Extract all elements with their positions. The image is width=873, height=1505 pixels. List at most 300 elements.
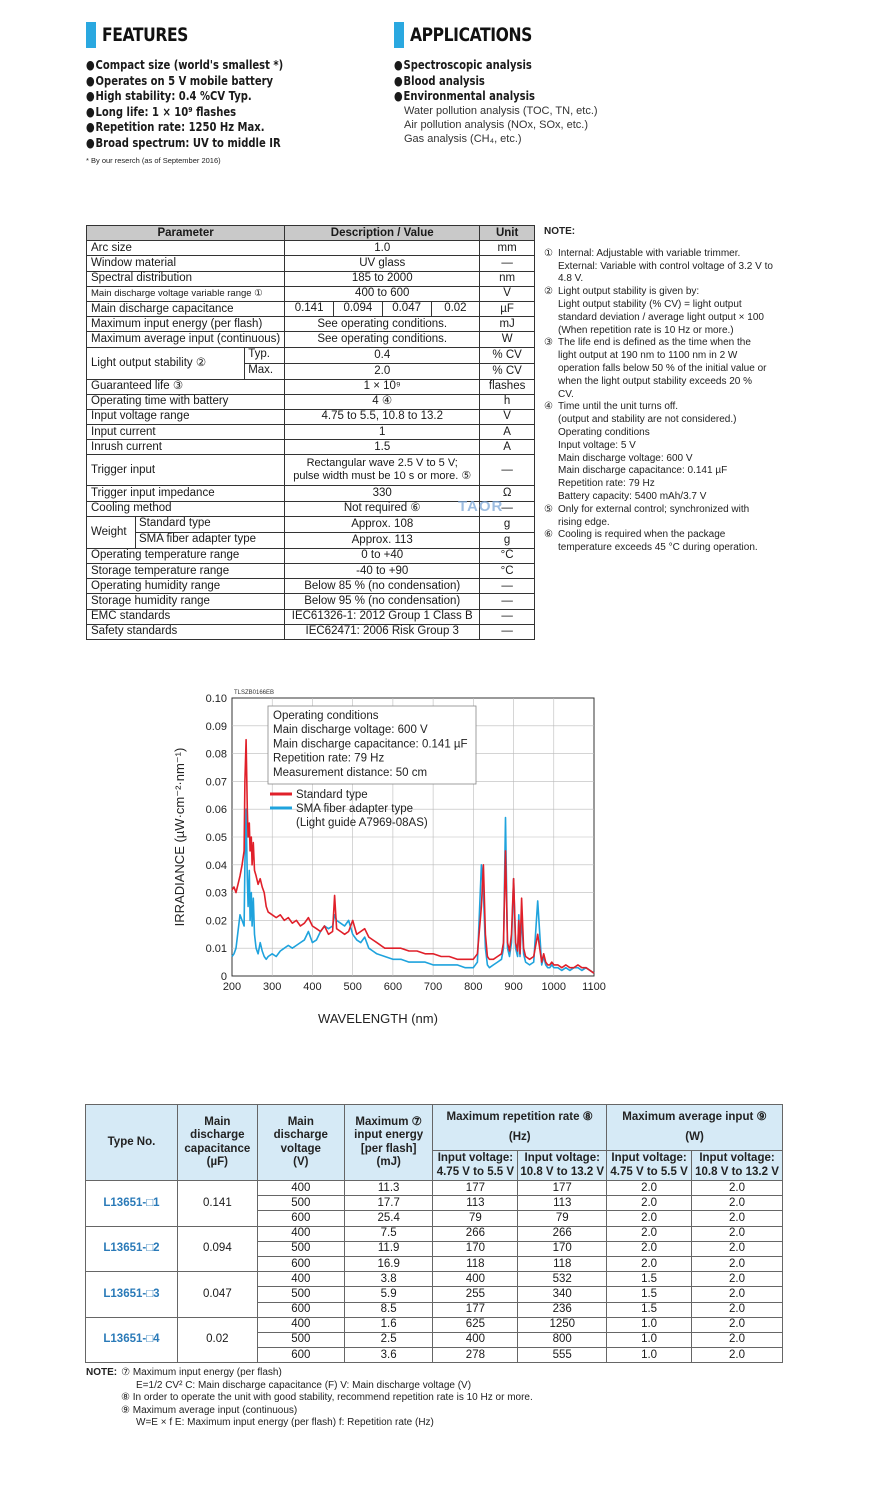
spec-row: [87, 271, 535, 286]
table-cell: 1.0: [607, 1348, 692, 1363]
spec-param: Maximum average input (continuous): [87, 332, 285, 347]
header-input-high: [518, 1151, 607, 1181]
spec-value: 4 ④: [285, 394, 480, 409]
features-list: [86, 57, 333, 150]
type-table-row: [86, 1317, 783, 1332]
spec-value: Not required ⑥: [285, 501, 480, 516]
note-line: Cooling is required when the package: [558, 529, 726, 541]
bottom-note-line: W=E × f E: Maximum input energy (per flash) f: Repetition rate (Hz): [136, 1417, 434, 1428]
note-line: Operating conditions: [558, 426, 650, 438]
y-tick-label: 0.05: [205, 832, 227, 844]
applications-heading: [394, 22, 559, 48]
note-2: [544, 286, 794, 337]
table-cell: 2.0: [692, 1181, 783, 1196]
spec-unit: °C: [480, 564, 535, 579]
spec-header-value: Description / Value: [285, 226, 480, 241]
capacitance-value: 0.141: [177, 1181, 257, 1227]
header-line: (W): [685, 1130, 704, 1143]
y-tick-label: 0.01: [205, 943, 227, 956]
note-line: standard deviation / average light output × 100: [558, 311, 764, 323]
spec-row: [87, 286, 535, 301]
note-line: temperature exceeds 45 °C during operation.: [558, 542, 758, 554]
applications-list: [394, 57, 570, 104]
table-cell: 2.0: [692, 1241, 783, 1256]
spec-param: Arc size: [87, 241, 285, 256]
type-number: L13651-□2: [86, 1226, 178, 1272]
note-line: light output at 190 nm to 1100 nm in 2 W: [558, 350, 738, 362]
table-cell: 170: [518, 1241, 607, 1256]
table-cell: 1.0: [607, 1317, 692, 1332]
table-cell: 1250: [518, 1317, 607, 1332]
spec-value: See operating conditions.: [285, 332, 480, 347]
watermark-logo: TAOR: [458, 498, 504, 515]
table-cell: 400: [257, 1272, 344, 1287]
spec-value: 4.75 to 5.5, 10.8 to 13.2: [285, 409, 480, 424]
spec-value: 0.047: [382, 302, 431, 316]
spec-unit: —: [480, 594, 535, 609]
table-cell: 3.8: [344, 1272, 433, 1287]
legend-sma-label: SMA fiber adapter type: [296, 803, 413, 815]
note-line: The life end is defined as the time when the: [558, 337, 751, 349]
x-axis-label: WAVELENGTH (nm): [318, 1011, 438, 1026]
spec-unit: g: [480, 516, 535, 532]
table-cell: 2.0: [607, 1181, 692, 1196]
spec-row: [87, 301, 535, 316]
spec-value: 0 to +40: [285, 548, 480, 563]
capacitance-value: 0.094: [177, 1226, 257, 1272]
spec-unit: nm: [480, 271, 535, 286]
spec-value: Approx. 108: [285, 516, 480, 532]
header-line: (mJ): [376, 1156, 401, 1168]
table-cell: 555: [518, 1348, 607, 1363]
spec-value: See operating conditions.: [285, 317, 480, 332]
note-line: (When repetition rate is 10 Hz or more.): [558, 324, 734, 336]
spec-unit: Ω: [480, 486, 535, 501]
y-tick-label: 0.02: [205, 915, 227, 928]
header-input-low: [607, 1151, 692, 1181]
note-number: ⑤: [544, 503, 553, 515]
spec-param: Trigger input: [87, 455, 285, 486]
spec-value: Below 85 % (no condensation): [285, 579, 480, 594]
spec-param-group: [87, 516, 285, 548]
header-voltage: [257, 1105, 344, 1181]
table-cell: 1.5: [607, 1302, 692, 1317]
note-line: Time until the unit turns off.: [558, 401, 679, 413]
table-cell: 600: [257, 1348, 344, 1363]
table-cell: 278: [433, 1348, 518, 1363]
table-cell: 7.5: [344, 1226, 433, 1241]
application-item: ● Environmental analysis: [394, 88, 535, 104]
note-line: 4.8 V.: [558, 273, 584, 285]
note-number: ⑥: [544, 529, 553, 541]
spec-subparam: Standard type: [136, 517, 284, 533]
spec-row: [87, 332, 535, 347]
spec-param: Input current: [87, 425, 285, 440]
spec-param: Window material: [87, 256, 285, 271]
spec-value: 1: [285, 425, 480, 440]
table-cell: 500: [257, 1241, 344, 1256]
note-number: ④: [544, 401, 553, 413]
header-line: Input voltage:: [437, 1152, 514, 1164]
spec-unit: —: [480, 455, 535, 486]
table-cell: 500: [257, 1196, 344, 1211]
spec-param: Trigger input impedance: [87, 486, 285, 501]
spec-subparam: Typ.: [245, 348, 284, 364]
header-average-input: [607, 1105, 783, 1151]
bottom-note-line: ⑧ In order to operate the unit with good stability, recommend repetition rate is 10 Hz or more.: [121, 1392, 533, 1403]
table-cell: 16.9: [344, 1256, 433, 1271]
spec-value: 185 to 2000: [285, 271, 480, 286]
table-cell: 532: [518, 1272, 607, 1287]
y-tick-label: 0.10: [205, 693, 227, 705]
table-cell: 400: [433, 1332, 518, 1347]
table-cell: 1.0: [607, 1332, 692, 1347]
note-line: Light output stability is given by:: [558, 286, 700, 298]
spec-param: Guaranteed life ③: [87, 379, 285, 394]
table-cell: 118: [433, 1256, 518, 1271]
spec-param: Safety standards: [87, 624, 285, 639]
note-number: ①: [544, 247, 553, 259]
chart-code: TLSZB0166EB: [234, 690, 275, 696]
table-cell: 266: [433, 1226, 518, 1241]
type-table-body: [86, 1181, 783, 1363]
table-cell: 340: [518, 1287, 607, 1302]
spec-param: Operating time with battery: [87, 394, 285, 409]
spec-value-group: [285, 301, 480, 316]
features-heading: [86, 22, 207, 48]
type-table-row: [86, 1181, 783, 1196]
header-line: 4.75 V to 5.5 V: [610, 1165, 688, 1178]
type-number-table: [85, 1104, 783, 1363]
note-line: Battery capacity: 5400 mAh/3.7 V: [558, 490, 707, 502]
spec-row: [87, 394, 535, 409]
y-tick-label: 0.08: [205, 748, 227, 761]
table-cell: 11.3: [344, 1181, 433, 1196]
spec-param: Spectral distribution: [87, 271, 285, 286]
features-footnote: * By our reserch (as of September 2016): [86, 156, 221, 165]
y-tick-label: 0.04: [205, 859, 227, 872]
spec-unit: —: [480, 609, 535, 624]
table-cell: 2.0: [607, 1226, 692, 1241]
header-line: 10.8 V to 13.2 V: [695, 1165, 779, 1178]
header-line: input energy: [354, 1129, 424, 1141]
spec-row: [87, 241, 535, 256]
spec-unit: mm: [480, 241, 535, 256]
spec-unit: g: [480, 532, 535, 548]
application-item: ● Spectroscopic analysis: [394, 57, 535, 73]
table-cell: 2.0: [607, 1196, 692, 1211]
condition-line: Operating conditions: [273, 710, 379, 722]
table-cell: 500: [257, 1332, 344, 1347]
spec-unit: —: [480, 624, 535, 639]
type-table-notes: [86, 1367, 533, 1430]
table-cell: 400: [257, 1181, 344, 1196]
type-table-header-row: [86, 1105, 783, 1151]
header-capacitance: [177, 1105, 257, 1181]
spec-row: [87, 455, 535, 486]
spec-value: 1.5: [285, 440, 480, 455]
note-line: Internal: Adjustable with variable trimmer.: [558, 247, 741, 259]
note-1: [544, 248, 794, 286]
spec-param: Operating temperature range: [87, 548, 285, 563]
spec-param-group: [87, 347, 285, 379]
spec-param: Cooling method: [87, 501, 285, 516]
spec-unit: flashes: [480, 379, 535, 394]
spec-param: Storage temperature range: [87, 564, 285, 579]
table-cell: 400: [257, 1226, 344, 1241]
table-cell: 8.5: [344, 1302, 433, 1317]
y-tick-label: 0.09: [205, 720, 227, 733]
table-cell: 800: [518, 1332, 607, 1347]
spec-param: EMC standards: [87, 609, 285, 624]
note-line: External: Variable with control voltage of 3.2 V to: [558, 260, 773, 272]
spec-subparam: Max.: [248, 363, 274, 376]
bottom-note-line: ⑦ Maximum input energy (per flash): [121, 1367, 282, 1378]
table-cell: 236: [518, 1302, 607, 1317]
spec-value: Below 95 % (no condensation): [285, 594, 480, 609]
header-input-high: [692, 1151, 783, 1181]
condition-line: Repetition rate: 79 Hz: [273, 752, 385, 765]
spec-row: [87, 564, 535, 579]
spec-param: Inrush current: [87, 440, 285, 455]
spec-unit: —: [480, 256, 535, 271]
bottom-note-line: ⑨ Maximum average input (continuous): [121, 1404, 298, 1416]
table-cell: 177: [518, 1181, 607, 1196]
spec-value: pulse width must be 10 s or more. ⑤: [293, 470, 472, 483]
spec-unit: mJ: [480, 317, 535, 332]
table-cell: 79: [518, 1211, 607, 1226]
spec-value: 0.02: [431, 302, 480, 316]
bottom-notes-label: NOTE:: [86, 1367, 118, 1378]
spec-row: [87, 409, 535, 424]
note-line: Repetition rate: 79 Hz: [558, 478, 655, 490]
header-line: (Hz): [508, 1130, 531, 1143]
header-line: discharge: [273, 1129, 328, 1141]
table-cell: 79: [433, 1211, 518, 1226]
header-line: Maximum ⑦: [355, 1115, 422, 1128]
table-cell: 2.0: [692, 1287, 783, 1302]
feature-item: ● Long life: 1 × 10⁹ flashes: [86, 104, 283, 120]
spec-row: [87, 548, 535, 563]
note-line: when the light output stability exceeds 20 %: [558, 375, 753, 387]
note-number: ②: [544, 286, 553, 298]
feature-item: ● Broad spectrum: UV to middle IR: [86, 135, 283, 151]
condition-line: Main discharge capacitance: 0.141 µF: [273, 738, 468, 751]
header-line: Input voltage:: [699, 1152, 775, 1164]
spec-unit: A: [480, 425, 535, 440]
spec-header-unit: Unit: [480, 226, 535, 241]
table-cell: 2.0: [692, 1211, 783, 1226]
header-line: Input voltage:: [524, 1152, 600, 1164]
table-cell: 600: [257, 1256, 344, 1271]
spec-unit: % CV: [480, 347, 535, 363]
legend-standard-label: Standard type: [296, 789, 368, 801]
spec-row: [87, 440, 535, 455]
bottom-note-line: E=1/2 CV² C: Main discharge capacitance (F) V: Main discharge voltage (V): [136, 1379, 472, 1391]
type-table-row: [86, 1272, 783, 1287]
spec-row: [87, 425, 535, 440]
table-cell: 177: [433, 1181, 518, 1196]
header-repetition-rate: [433, 1105, 607, 1151]
header-line: capacitance: [184, 1142, 251, 1155]
feature-item: ● High stability: 0.4 %CV Typ.: [86, 88, 283, 104]
spec-value: 1 × 10⁹: [285, 379, 480, 394]
applications-subitems: [404, 104, 598, 146]
type-table-row: [86, 1226, 783, 1241]
table-cell: 1.6: [344, 1317, 433, 1332]
y-tick-label: 0.06: [205, 804, 227, 817]
x-tick-label: 200: [222, 981, 242, 993]
header-type-no: Type No.: [86, 1105, 178, 1181]
spec-row: [87, 256, 535, 271]
table-cell: 2.0: [692, 1317, 783, 1332]
spec-row: [87, 609, 535, 624]
header-line: Main: [204, 1115, 231, 1128]
condition-line: Measurement distance: 50 cm: [273, 766, 428, 779]
spec-row: [87, 347, 535, 363]
table-cell: 113: [433, 1196, 518, 1211]
header-input-energy: [344, 1105, 433, 1181]
spec-unit: h: [480, 394, 535, 409]
header-line: Maximum repetition rate ⑧: [446, 1111, 593, 1123]
note-line: Main discharge capacitance: 0.141 µF: [558, 465, 728, 477]
y-tick-label: 0.07: [205, 776, 227, 789]
spec-row: [87, 624, 535, 639]
spec-value: 0.141: [294, 301, 324, 314]
application-item: ● Blood analysis: [394, 73, 535, 89]
spec-header-parameter: Parameter: [87, 226, 285, 241]
table-cell: 2.0: [692, 1226, 783, 1241]
table-cell: 2.0: [607, 1241, 692, 1256]
spec-value: -40 to +90: [285, 564, 480, 579]
spec-param: Main discharge voltage variable range ①: [87, 286, 285, 301]
table-cell: 113: [518, 1196, 607, 1211]
table-cell: 1.5: [607, 1287, 692, 1302]
table-cell: 500: [257, 1287, 344, 1302]
spec-value: UV glass: [285, 256, 480, 271]
header-line: 10.8 V to 13.2 V: [520, 1165, 605, 1178]
type-number: L13651-□3: [86, 1272, 178, 1318]
table-cell: 600: [257, 1211, 344, 1226]
spec-row: [87, 379, 535, 394]
spec-unit: —: [480, 501, 535, 516]
table-cell: 2.0: [692, 1256, 783, 1271]
features-title: FEATURES: [102, 24, 188, 46]
features-accent-bar: [86, 22, 96, 48]
spec-value: 1.0: [285, 241, 480, 256]
table-cell: 400: [433, 1272, 518, 1287]
spec-unit: V: [480, 409, 535, 424]
table-cell: 400: [257, 1317, 344, 1332]
spec-param: Main discharge capacitance: [87, 301, 285, 316]
table-cell: 2.0: [607, 1256, 692, 1271]
spec-unit: µF: [480, 301, 535, 316]
specifications-table: [86, 225, 535, 640]
spec-unit: A: [480, 440, 535, 455]
spec-value: IEC62471: 2006 Risk Group 3: [285, 624, 480, 639]
header-line: [per flash]: [360, 1142, 417, 1155]
table-cell: 25.4: [344, 1211, 433, 1226]
header-line: (µF): [206, 1156, 228, 1168]
application-subitem: Air pollution analysis (NOx, SOx, etc.): [404, 119, 589, 131]
x-tick-label: 900: [504, 981, 523, 993]
note-line: Only for external control; synchronized with: [558, 503, 750, 515]
spec-param: Weight: [91, 525, 127, 538]
spec-subparam: SMA fiber adapter type: [139, 532, 256, 545]
table-cell: 118: [518, 1256, 607, 1271]
note-number: ③: [544, 337, 553, 349]
x-tick-label: 300: [263, 981, 282, 993]
spec-param: Storage humidity range: [87, 594, 285, 609]
spec-value: IEC61326-1: 2012 Group 1 Class B: [285, 609, 480, 624]
spec-unit: —: [480, 579, 535, 594]
header-line: voltage: [280, 1142, 321, 1155]
spec-param: Input voltage range: [87, 409, 285, 424]
x-tick-label: 1100: [582, 981, 606, 993]
header-line: (V): [293, 1156, 309, 1168]
spec-row: [87, 579, 535, 594]
spec-row: [87, 516, 535, 532]
spec-unit: °C: [480, 548, 535, 563]
capacitance-value: 0.047: [177, 1272, 257, 1318]
table-cell: 2.5: [344, 1332, 433, 1347]
spec-value: 330: [285, 486, 480, 501]
table-cell: 2.0: [607, 1211, 692, 1226]
spec-param: Operating humidity range: [87, 579, 285, 594]
spec-value: 2.0: [285, 363, 480, 379]
x-tick-label: 1000: [541, 981, 567, 993]
spec-value-multiline: [285, 455, 480, 486]
table-cell: 11.9: [344, 1241, 433, 1256]
note-line: operation falls below 50 % of the initial value or: [558, 362, 767, 374]
table-cell: 600: [257, 1302, 344, 1317]
spec-notes: [544, 226, 794, 555]
spec-value: 400 to 600: [285, 286, 480, 301]
table-cell: 170: [433, 1241, 518, 1256]
spec-row: [87, 317, 535, 332]
table-cell: 255: [433, 1287, 518, 1302]
header-line: Maximum average input ⑨: [622, 1111, 767, 1123]
spec-row: [87, 594, 535, 609]
header-line: Input voltage:: [611, 1152, 687, 1164]
capacitance-value: 0.02: [177, 1317, 257, 1363]
table-cell: 266: [518, 1226, 607, 1241]
table-cell: 3.6: [344, 1348, 433, 1363]
note-line: rising edge.: [558, 516, 610, 528]
table-cell: 5.9: [344, 1287, 433, 1302]
irradiance-chart: [160, 680, 620, 1040]
table-cell: 2.0: [692, 1332, 783, 1347]
table-cell: 2.0: [692, 1348, 783, 1363]
feature-item: ● Operates on 5 V mobile battery: [86, 73, 283, 89]
note-4: [544, 401, 794, 503]
header-line: 4.75 V to 5.5 V: [436, 1165, 515, 1178]
table-cell: 2.0: [692, 1272, 783, 1287]
spec-param: Maximum input energy (per flash): [87, 317, 285, 332]
applications-title: APPLICATIONS: [410, 24, 532, 46]
type-number: L13651-□4: [86, 1317, 178, 1363]
x-tick-label: 500: [343, 981, 362, 993]
table-cell: 1.5: [607, 1272, 692, 1287]
table-cell: 177: [433, 1302, 518, 1317]
spec-unit: % CV: [480, 363, 535, 379]
spec-value: 0.094: [333, 302, 382, 316]
spec-unit: W: [480, 332, 535, 347]
y-tick-label: 0: [220, 971, 227, 983]
note-line: Input voltage: 5 V: [558, 439, 636, 451]
feature-item: ● Repetition rate: 1250 Hz Max.: [86, 119, 283, 135]
note-line: Light output stability (% CV) = light output: [558, 298, 742, 310]
